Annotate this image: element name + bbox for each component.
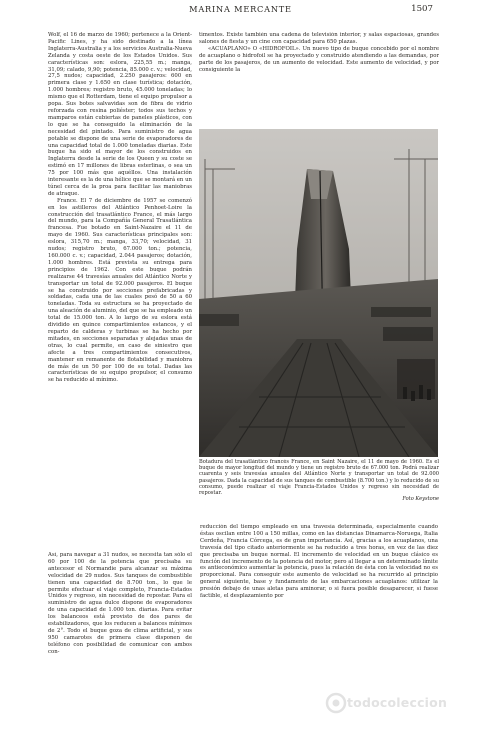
watermark-text: todocoleccion xyxy=(347,695,448,710)
right-column-top xyxy=(199,32,439,130)
photo-credit: Foto Keystone xyxy=(402,496,439,503)
page-number: 1507 xyxy=(411,4,433,14)
photo-caption xyxy=(199,459,439,519)
watermark-logo xyxy=(325,691,475,715)
bottom-right-column xyxy=(200,524,438,686)
paragraph-consumption: Así, para navegar a 31 nudos, se necesita tan sólo el 60 por 100 de la potencia que precisaba su antecesor el Normandie para alcanzar su máxima velocidad de 29 nudos. Sus tanques de combustible tienen una capacidad de 8.700 ton., lo que le permite efectuar el viaje completo, Francia-Estados Unidos y regreso, sin necesidad de repostar. Para el suministro de agua dulce dispone de evaporadores de una capacidad de 1.000 ton. diarias. Para evitar los balanceos está provisto de dos pares de estabilizadores, que los reducen a balances mínimos de 2°. Todo el buque goza de clima artificial, y sus 950 camarotes de primera clase disponen de teléfono con posibilidad de comunicar con ambos con- xyxy=(48,552,192,655)
paragraph-continuation: timentos. Existe también una cadena de televisión interior, y salas espaciosas, grandes salones de fiesta y un cine con capacidad para 650 plazas. xyxy=(199,32,439,45)
paragraph-speed-reduction: reducción del tiempo empleado en una travesía determinada, especialmente cuando éstas oscilan entre 100 a 150 millas, como en las distancias Dinamarca-Noruega, Italia Cerdeña, Francia Córcega, es de gran importancia. Así, gracias a los acuaplanos, una travesía del tipo citado anteriormente se ha reducido a tres horas, en vez de las diez que precisaba un buque normal. El incremento de velocidad en un buque clásico es función del incremento de la potencia del motor, pero al llegar a un determinado límite es antieconómico aumentar la potencia, pues la relación de ésta con la velocidad no es proporcional. Para conseguir este aumento de velocidad se ha recurrido al principio general siguiente, base y fundamento de las embarcaciones acuaplanos: utilizar la presión debajo de unas aletas para aminorar, o si fuera posible desaparecer, si fuese factible, el desplazamiento por xyxy=(200,524,438,600)
left-column xyxy=(48,32,192,552)
bottom-left-column xyxy=(48,552,192,686)
watermark-icon xyxy=(325,692,347,714)
paragraph-france: France. El 7 de diciembre de 1957 se comenzó en los astilleros del Atlántico Penhoet-Loire la construcción del trasatlántico France, el más largo del mundo, para la Compañía General Trasatlántica francesa. Fue botado en Saint-Nazaire el 11 de mayo de 1960. Sus características principales son: eslora, 315,70 m.; manga, 33,70; velocidad, 31 nudos; registro bruto, 67.000 ton.; potencia, 160.000 c. v.; capacidad, 2.044 pasajeros; dotación, 1.000 hombres. Está prevista su entrega para principios de 1962. Con este buque podrán realizarse 44 travesías anuales del Atlántico Norte y transportar un total de 92.000 pasajeros. El buque se ha construido por secciones prefabricadas y soldadas, cada una de las cuales pesó de 50 a 60 toneladas. Toda su estructura se ha proyectado de una aleación de aluminio, del que se ha empleado un total de 15.000 ton. A lo largo de su eslora está dividido en quince compartimientos estancos, y el reparto de calderas y turbinas se ha hecho por mitades, en secciones separadas y alejadas unas de otras, lo cual permite, en caso de siniestro que afecte a tres compartimientos consecutivos, mantener en remanente de flotabilidad y maniobra de más de un 50 por 100 de su total. Dadas las características de su equipo propulsor, el consumo se ha reducido al mínimo. xyxy=(48,197,192,384)
paragraph-oriana: Wolf, el 16 de marzo de 1960; pertenece a la Orient-Pacific Lines, y ha sido destinado a la línea Inglaterra-Australia y a los servicios Australia-Nueva Zelanda y costa oeste de los Estados Unidos. Sus características son: eslora, 225,55 m.; manga, 31,09; calado, 9,90; potencia, 85.000 c. v.; velocidad, 27,5 nudos; capacidad, 2.250 pasajeros: 600 en primera clase y 1.650 en clase turística; dotación, 1.000 hombres; registro bruto, 45.000 toneladas; lo mismo que el Rotterdam, tiene el equipo propulsor a popa. Sus botes salvavidas son de fibra de vidrio reforzada con resina poliéster; todos sus techos y mamparos están cubiertas de paneles plásticos, con lo que se ha conseguido la eliminación de la necesidad del pintado. Para suministro de agua potable se dispone de una serie de evaporadores de una capacidad total de 1.000 toneladas diarias. Este buque ha sido el mayor de los construidos en Inglaterra desde la serie de los Queen y su coste se estimó en 17 millones de libras esterlinas, o sea un 75 por 100 más que aquéllos. Una instalación interesante es la de una hélice que se montará en un túnel cerca de la proa para facilitar las maniobras de atraque. xyxy=(48,32,192,197)
page-header xyxy=(48,4,433,18)
paragraph-hydrofoil: «ACUAPLANO» O «HIDROFOIL». Un nuevo tipo de buque concebido por el nombre de acuaplano o hidrofoil se ha proyectado y construido atendiendo a las demandas, por parte de los pasajeros, de un aumento de velocidad. Este aumento de velocidad, y por consiguiente la xyxy=(199,45,439,73)
caption-text: Botadura del trasatlántico francés France, en Saint Nazaire, el 11 de mayo de 1960. Es el buque de mayor longitud del mundo y tiene un registro bruto de 67.000 ton. Podrá realizar cuarenta y seis travesías anuales del Atlántico Norte y transportar un total de 92.000 pasajeros. Dada la capacidad de sus tanques de combustible (8.700 ton.) y lo reducido de su consumo, puede realizar el viaje Francia-Estados Unidos y regreso sin necesidad de repostar. xyxy=(199,459,439,497)
ship-photograph xyxy=(199,129,438,457)
ship-launch-image xyxy=(199,129,438,457)
running-title: MARINA MERCANTE xyxy=(189,4,292,14)
